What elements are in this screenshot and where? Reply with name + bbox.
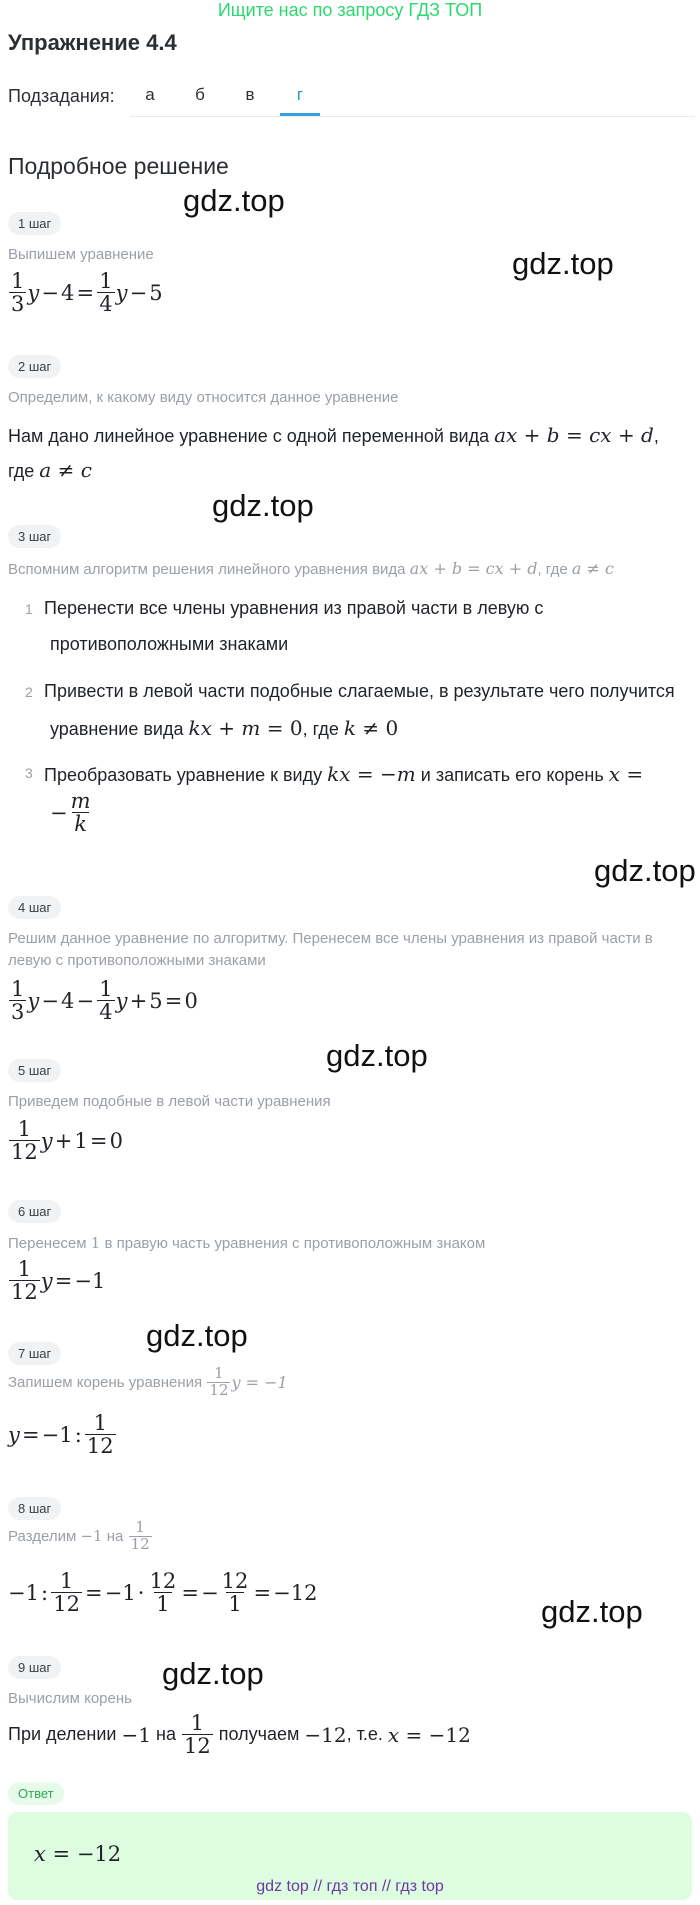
watermark: gdz.top: [146, 1318, 248, 1353]
step-badge: 8 шаг: [8, 1497, 61, 1520]
step-text: Нам дано линейное уравнение с одной переменной вида ax + b = cx + d,: [8, 423, 659, 447]
list-number: 3: [25, 765, 33, 781]
search-banner: Ищите нас по запросу ГДЗ ТОП: [217, 0, 483, 20]
subtask-tabs: [130, 80, 695, 117]
watermark: gdz.top: [183, 183, 285, 218]
step-caption: Вычислим корень: [8, 1690, 132, 1707]
answer-equation: x = −12: [34, 1842, 122, 1866]
step-caption: Приведем подобные в левой части уравнения: [8, 1093, 331, 1110]
watermark: gdz.top: [212, 488, 314, 523]
step-caption: Решим данное уравнение по алгоритму. Перенесем все члены уравнения из правой части в левую с противоположными знаками: [8, 930, 653, 969]
step-caption: Перенесем 1 в правую часть уравнения с противоположным знаком: [8, 1234, 486, 1252]
subtasks-label: Подзадания:: [8, 86, 115, 106]
step-caption: Выпишем уравнение: [8, 246, 154, 263]
list-item: Перенести все члены уравнения из правой части в левую с: [44, 598, 544, 618]
section-title: Подробное решение: [8, 153, 229, 179]
step-badge: 1 шаг: [8, 212, 61, 235]
watermark: gdz.top: [162, 1656, 264, 1691]
equation: $\frac{1}{12}$ y = −1: [11, 1257, 106, 1305]
tab-b[interactable]: б: [195, 85, 205, 104]
watermark: gdz.top: [541, 1594, 643, 1629]
equation: −1 : $\frac{1}{12}$ = −1 · $\frac{12}{1}$ = − $\frac{12}{1}$ = −12: [8, 1569, 318, 1617]
equation: y = −1 : $\frac{1}{12}$: [8, 1411, 114, 1459]
list-item: Преобразовать уравнение к виду kx = −m и записать его корень x =: [44, 762, 644, 786]
list-item: Привести в левой части подобные слагаемые, в результате чего получится: [44, 681, 675, 701]
watermark: gdz.top: [594, 853, 696, 888]
equation: $\frac{1}{3}$ y − 4 − $\frac{1}{4}$ y + 5 = 0: [11, 977, 198, 1025]
step-badge: 5 шаг: [8, 1059, 61, 1082]
equation: $\frac{1}{12}$ y + 1 = 0: [11, 1117, 123, 1165]
step-badge: 6 шаг: [8, 1200, 61, 1223]
answer-badge: Ответ: [8, 1782, 64, 1805]
equation: $\frac{1}{3}$ y − 4 = $\frac{1}{4}$ y − 5: [11, 269, 163, 317]
step-caption: Разделим −1 на $\frac{1}{12}$: [8, 1518, 150, 1553]
page-title: Упражнение 4.4: [8, 30, 177, 55]
step-text: где a ≠ c: [8, 458, 92, 482]
step-badge: 3 шаг: [8, 525, 61, 548]
footer-links[interactable]: gdz top // гдз топ // гдз top: [256, 1878, 444, 1895]
list-number: 1: [25, 601, 33, 617]
step-caption: Определим, к какому виду относится данное уравнение: [8, 389, 399, 406]
step-badge: 9 шаг: [8, 1656, 61, 1679]
step-badge: 4 шаг: [8, 896, 61, 919]
step-caption: Запишем корень уравнения $\frac{1}{12}$ y = −1: [8, 1364, 288, 1399]
step-badge: 7 шаг: [8, 1342, 61, 1365]
list-item: уравнение вида kx + m = 0, где k ≠ 0: [50, 716, 399, 740]
tab-a[interactable]: а: [145, 85, 155, 104]
list-number: 2: [25, 684, 33, 700]
step-caption: Вспомним алгоритм решения линейного уравнения вида ax + b = cx + d, где a ≠ c: [8, 559, 614, 578]
watermark: gdz.top: [512, 246, 614, 281]
step-text: При делении −1 на $\frac{1}{12}$ получаем −12 , т.е. x = −12: [8, 1711, 471, 1759]
tab-g[interactable]: г: [280, 80, 320, 116]
step-badge: 2 шаг: [8, 355, 61, 378]
equation: − $\frac{m}{k}$: [50, 789, 91, 837]
watermark: gdz.top: [326, 1038, 428, 1073]
tab-v[interactable]: в: [245, 85, 255, 104]
list-item: противоположными знаками: [50, 634, 289, 654]
